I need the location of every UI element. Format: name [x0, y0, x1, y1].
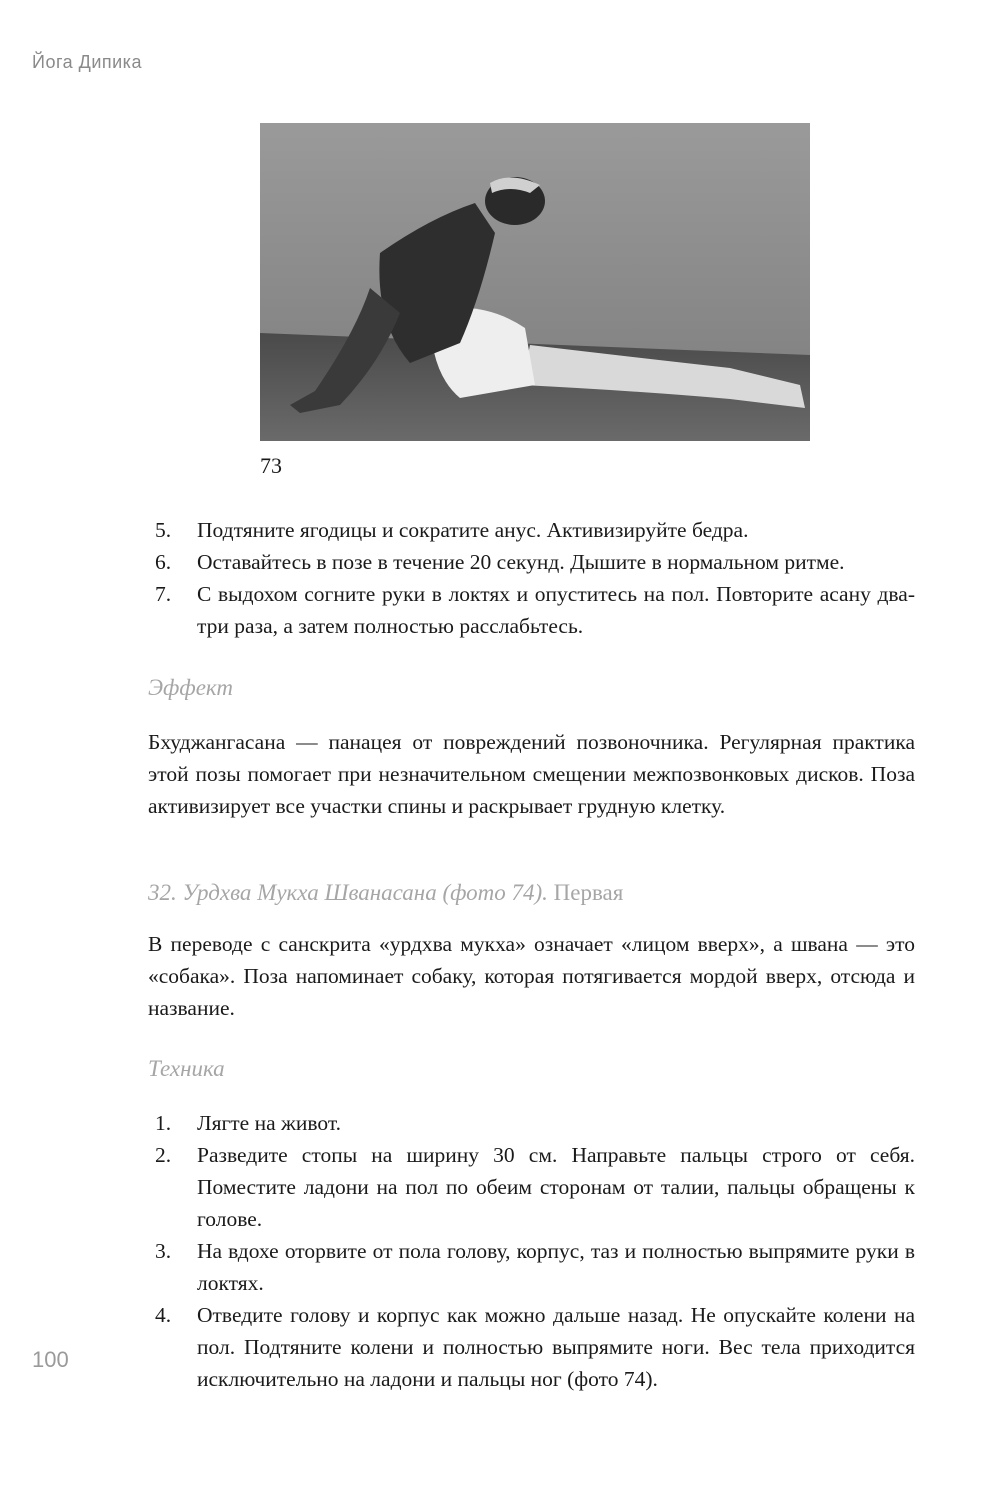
asana-heading: [148, 880, 623, 906]
yoga-pose-photo-icon: [260, 123, 810, 441]
list-item-number: 2.: [155, 1143, 172, 1167]
list-item: [155, 546, 915, 578]
list-item-text: На вдохе оторвите от пола голову, корпус, таз и полностью выпрямите руки в локтях.: [197, 1239, 915, 1295]
list-item-number: 7.: [155, 582, 172, 606]
effect-heading: Эффект: [148, 675, 233, 700]
asana-intro-paragraph: В переводе с санскрита «урдхва мукха» означает «лицом вверх», а швана — это «собака». Поза напоминает собаку, которая потягивается мордой вверх, отсюда и название.: [148, 932, 915, 1020]
list-item: [155, 1235, 915, 1299]
asana-level: Первая: [553, 880, 624, 905]
list-item: [155, 514, 915, 546]
list-item: [155, 578, 915, 642]
technique-heading: Техника: [148, 1056, 225, 1081]
list-item-number: 1.: [155, 1111, 172, 1135]
list-item-text: Лягте на живот.: [197, 1111, 342, 1135]
list-item-text: С выдохом согните руки в локтях и опуститесь на пол. Повторите асану два-три раза, а затем полностью расслабьтесь.: [197, 582, 915, 638]
list-item: [155, 1299, 915, 1395]
list-item-number: 6.: [155, 550, 172, 574]
photo-illustration: [260, 123, 810, 441]
effect-paragraph: Бхуджангасана — панацея от повреждений позвоночника. Регулярная практика этой позы помогает при незначительном смещении межпозвонковых дисков. Поза активизирует все участки спины и раскрывает грудную клетку.: [148, 730, 915, 818]
list-item-text: Отведите голову и корпус как можно дальше назад. Не опускайте колени на пол. Подтяните колени и полностью выпрямите ноги. Вес тела приходится исключительно на ладони и пальцы ног (фото 74).: [197, 1303, 915, 1391]
technique-steps-list: [155, 1107, 915, 1395]
steps-list-continued: [155, 514, 915, 642]
list-item: [155, 1139, 915, 1235]
page-number: 100: [32, 1347, 69, 1372]
list-item-text: Оставайтесь в позе в течение 20 секунд. Дышите в нормальном ритме.: [197, 550, 845, 574]
photo-caption: 73: [260, 453, 282, 478]
asana-title: 32. Урдхва Мукха Шванасана (фото 74).: [148, 880, 548, 905]
list-item: [155, 1107, 915, 1139]
list-item-text: Подтяните ягодицы и сократите анус. Активизируйте бедра.: [197, 518, 749, 542]
list-item-text: Разведите стопы на ширину 30 см. Направьте пальцы строго от себя. Поместите ладони на пол по обеим сторонам от талии, пальцы обращены к голове.: [197, 1143, 915, 1231]
list-item-number: 3.: [155, 1239, 172, 1263]
running-head: Йога Дипика: [32, 52, 142, 72]
list-item-number: 5.: [155, 518, 172, 542]
list-item-number: 4.: [155, 1303, 172, 1327]
